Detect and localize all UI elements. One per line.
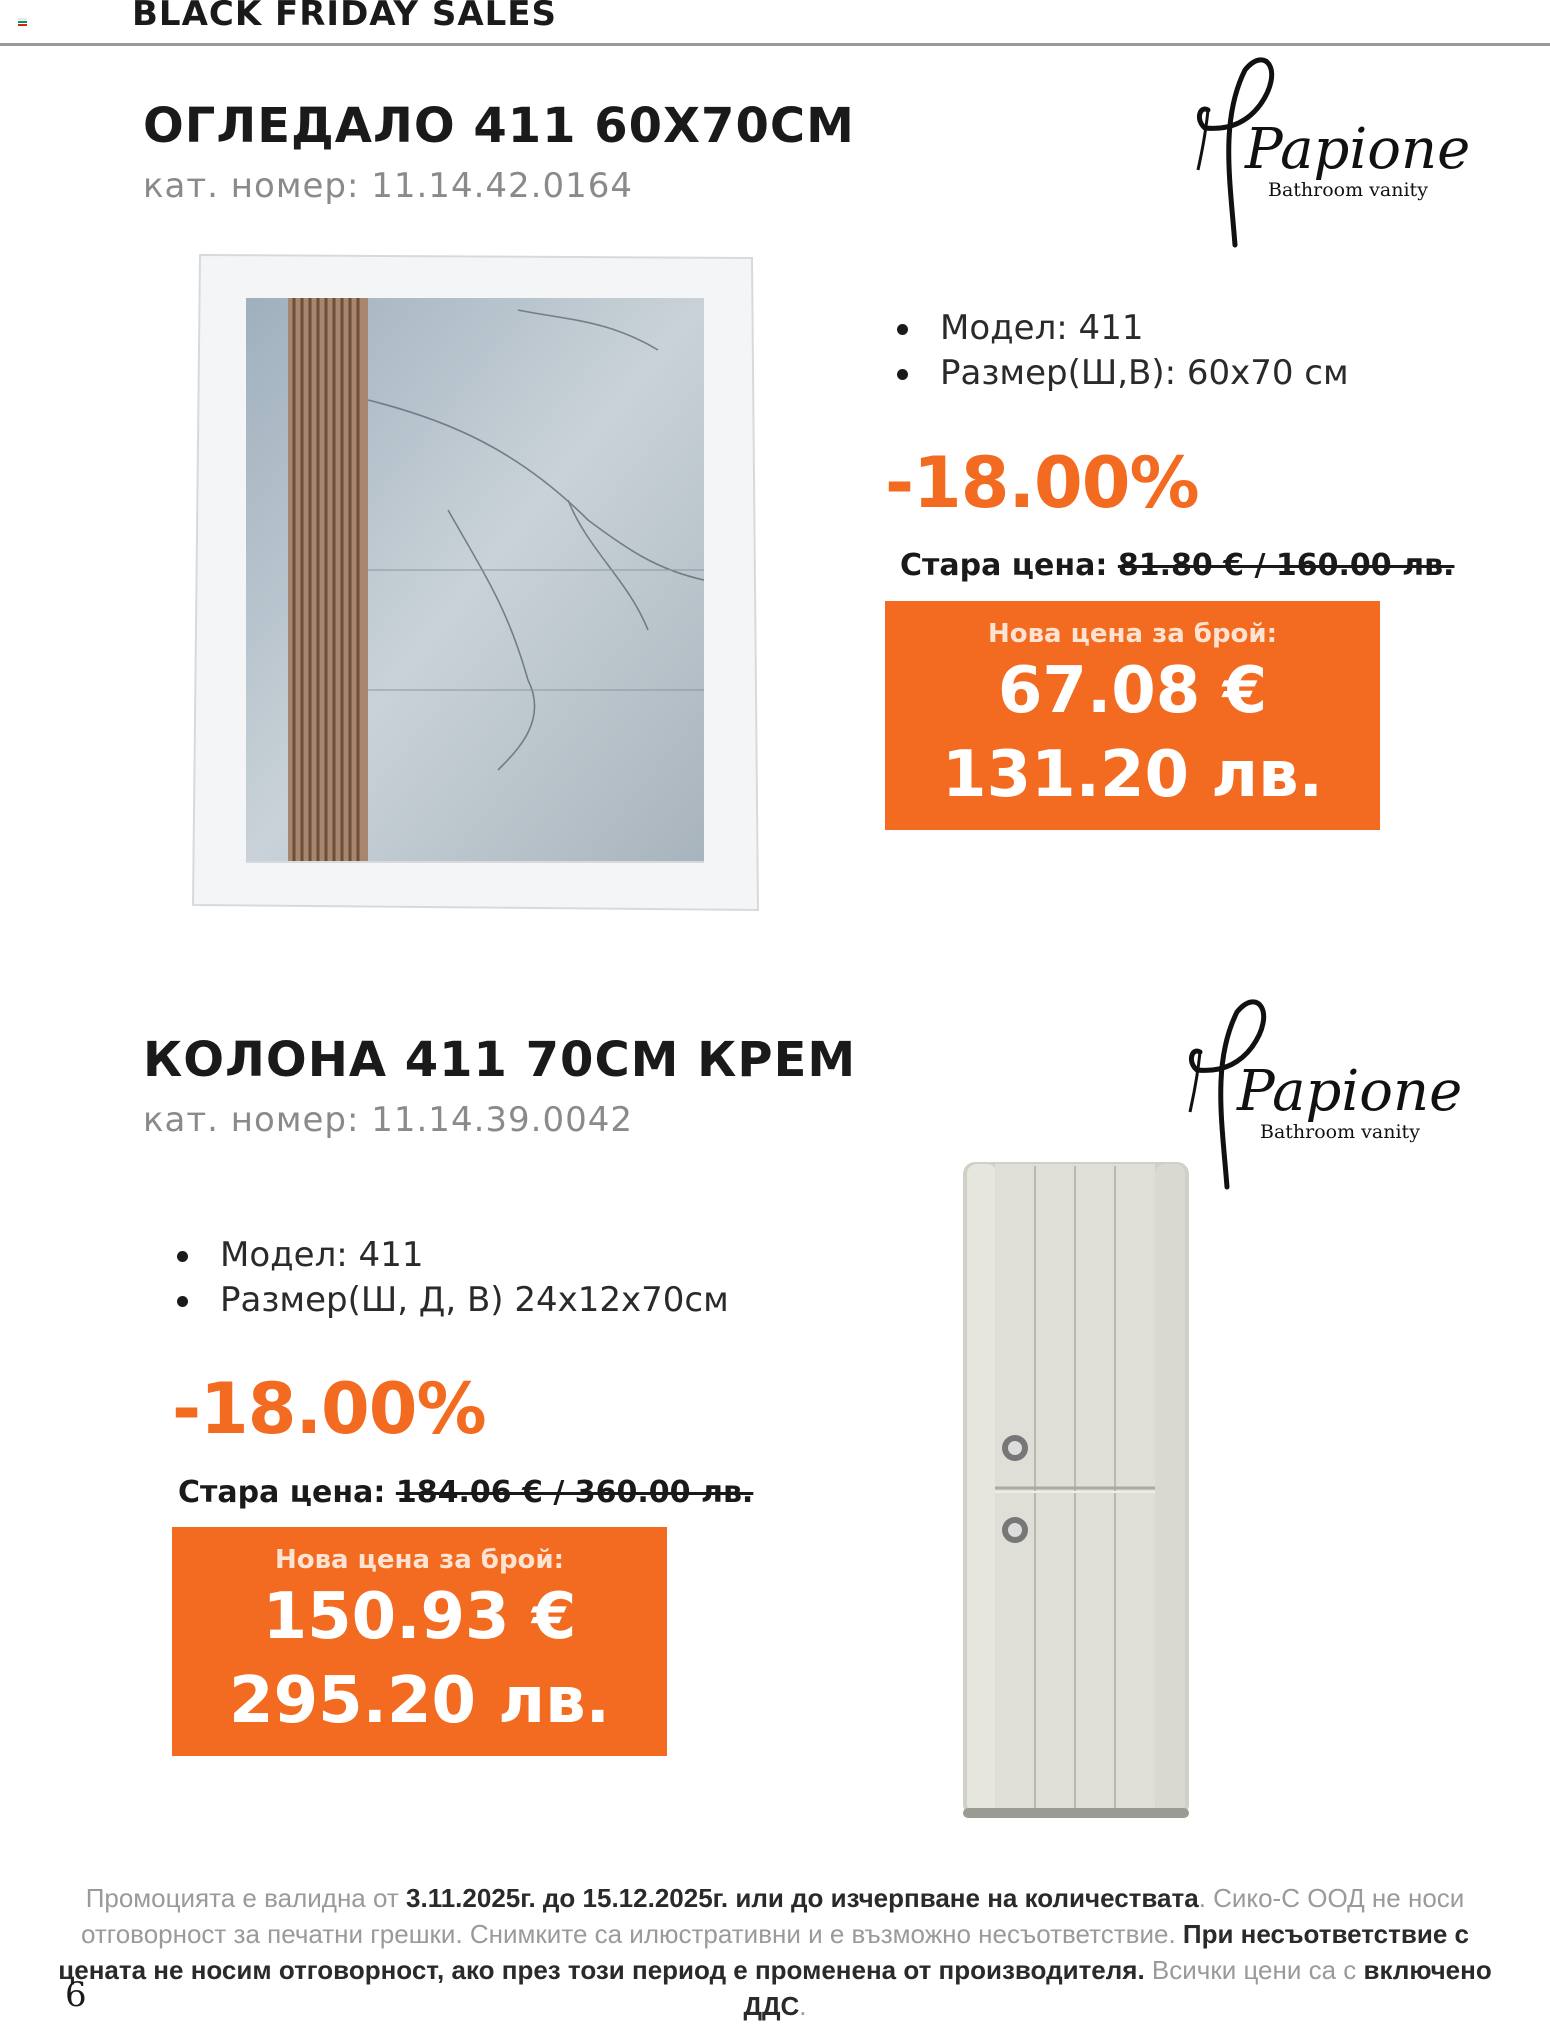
catalog-number: кат. номер: 11.14.39.0042 bbox=[143, 1100, 633, 1140]
brand-logo bbox=[1182, 992, 1463, 1192]
brand-logo bbox=[1190, 50, 1471, 250]
new-price-box bbox=[885, 601, 1380, 830]
knob-icon bbox=[1002, 1435, 1028, 1461]
new-price-bgn: 131.20 лв. bbox=[942, 738, 1323, 812]
old-price-label: Стара цена: bbox=[900, 548, 1108, 583]
old-price-label: Стара цена: bbox=[178, 1475, 386, 1510]
new-price-eur: 67.08 € bbox=[997, 654, 1268, 728]
brand-script-text: Papione bbox=[1237, 1059, 1463, 1124]
footer-text: . Сико-С ООД не носи отговорност за печатни грешки. Снимките са илюстративни и е възможно несъответствие. bbox=[81, 1883, 1465, 1949]
product-specs bbox=[172, 1233, 729, 1323]
new-price-bgn: 295.20 лв. bbox=[229, 1664, 610, 1738]
spec-item: Модел: 411 bbox=[892, 306, 1349, 351]
footer-text: Промоцията е валидна от bbox=[85, 1883, 407, 1913]
footer-text: . bbox=[799, 1991, 807, 2021]
flag-icon bbox=[18, 18, 27, 26]
spec-item: Модел: 411 bbox=[172, 1233, 729, 1278]
spec-item: Размер(Ш, Д, В) 24х12х70см bbox=[172, 1278, 729, 1323]
wood-slats bbox=[288, 298, 368, 863]
spec-item: Размер(Ш,В): 60х70 см bbox=[892, 351, 1349, 396]
new-price-eur: 150.93 € bbox=[262, 1580, 577, 1654]
brand-subtitle: Bathroom vanity bbox=[1268, 179, 1428, 201]
old-price bbox=[900, 548, 1454, 583]
header-title: BLACK FRIDAY SALES bbox=[132, 0, 558, 34]
catalog-number: кат. номер: 11.14.42.0164 bbox=[143, 166, 633, 206]
discount-badge: -18.00% bbox=[172, 1368, 486, 1450]
footer-vat-note: включено ДДС bbox=[743, 1955, 1492, 2021]
column-cabinet-image bbox=[955, 1158, 1195, 1823]
product-title: ОГЛЕДАЛО 411 60Х70СМ bbox=[143, 98, 855, 154]
footer-text: Всички цени са с bbox=[1144, 1955, 1364, 1985]
old-price-value: 81.80 € / 160.00 лв. bbox=[1117, 548, 1455, 583]
new-price-label: Нова цена за брой: bbox=[274, 1545, 565, 1575]
brand-logo-graphic bbox=[1190, 50, 1471, 250]
product-specs bbox=[892, 306, 1349, 396]
new-price-box bbox=[172, 1527, 667, 1756]
discount-badge: -18.00% bbox=[885, 442, 1199, 524]
brand-subtitle: Bathroom vanity bbox=[1260, 1121, 1420, 1143]
old-price bbox=[178, 1475, 753, 1510]
new-price-label: Нова цена за брой: bbox=[987, 619, 1278, 649]
brand-script-text: Papione bbox=[1245, 117, 1471, 182]
footer-validity: 3.11.2025г. до 15.12.2025г. или до изчерпване на количествата bbox=[406, 1883, 1199, 1913]
brand-logo-graphic bbox=[1182, 992, 1463, 1192]
mirror-product-image bbox=[188, 250, 758, 918]
footer-price-note: При несъответствие с цената не носим отговорност, ако през този период е променена от производителя. bbox=[58, 1919, 1469, 1985]
footer-disclaimer bbox=[40, 1880, 1510, 2024]
page-number: 6 bbox=[65, 1975, 87, 2015]
product-title: КОЛОНА 411 70СМ КРЕМ bbox=[143, 1032, 857, 1088]
header-divider bbox=[0, 43, 1550, 46]
knob-icon bbox=[1002, 1517, 1028, 1543]
old-price-value: 184.06 € / 360.00 лв. bbox=[395, 1475, 754, 1510]
